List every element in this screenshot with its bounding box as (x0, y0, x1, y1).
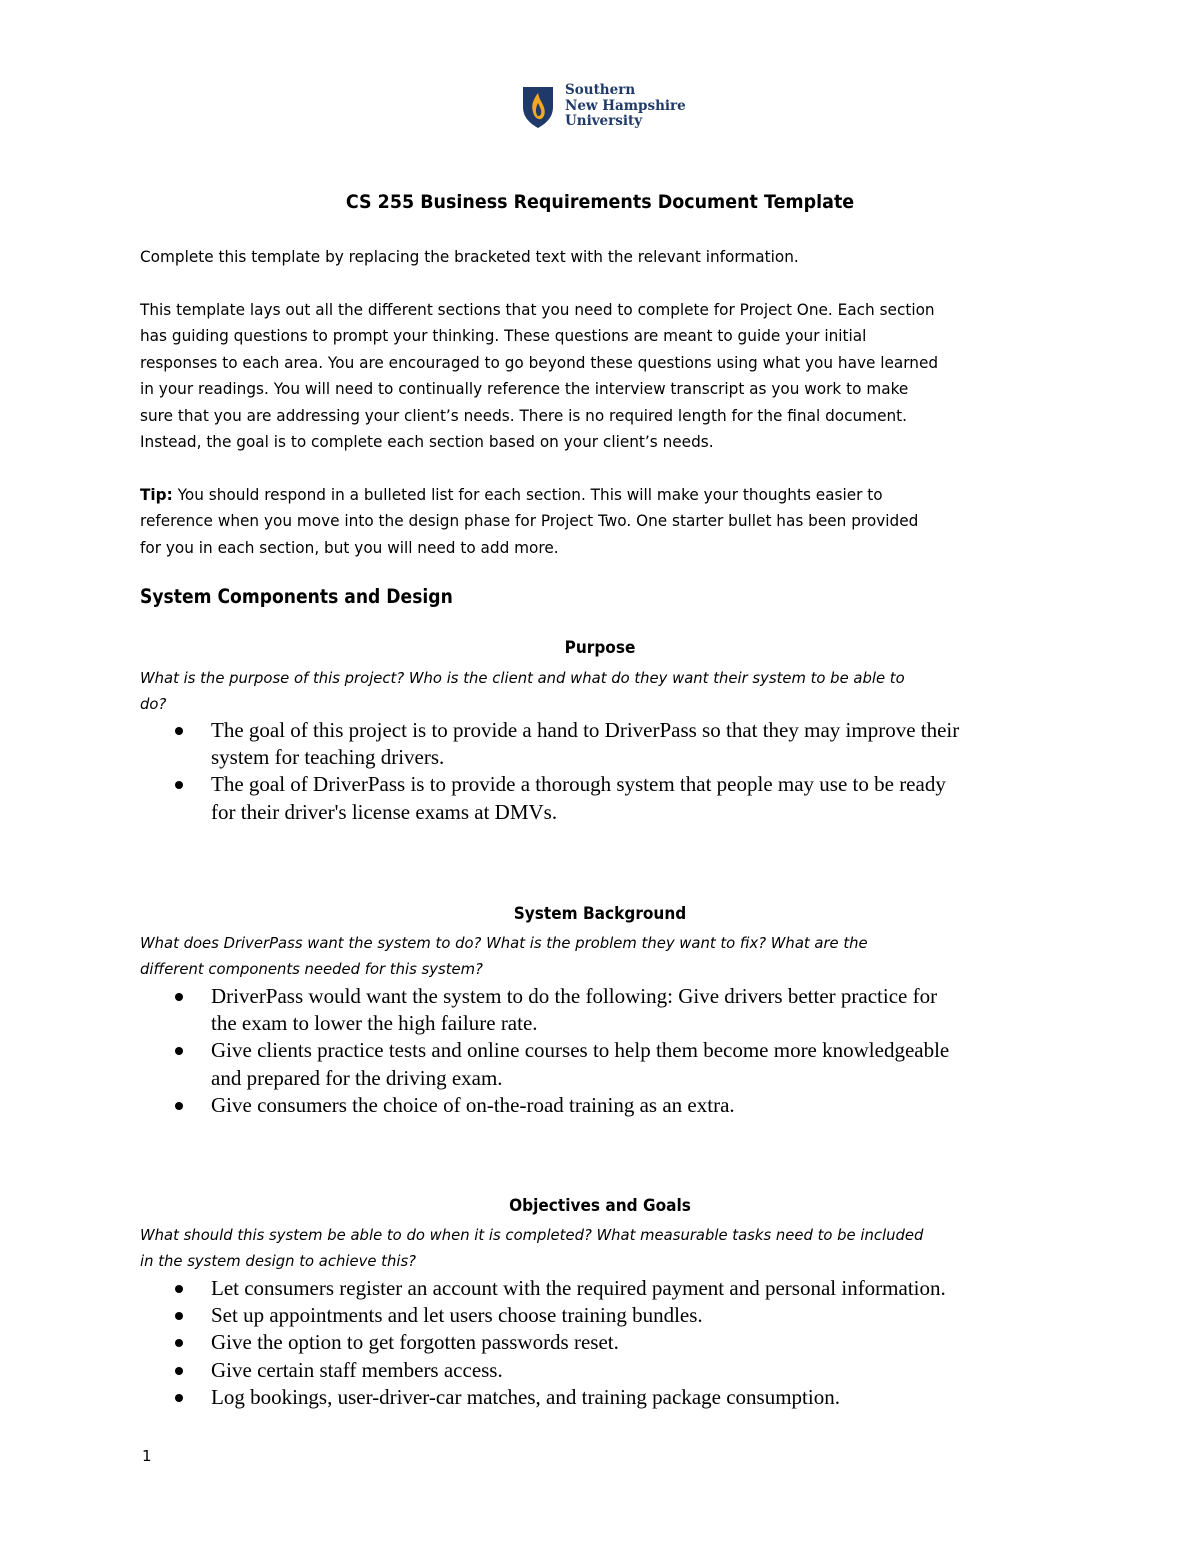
objectives-heading: Objectives and Goals (509, 1196, 691, 1215)
list-item: Log bookings, user-driver-car matches, and training package consumption. (175, 1384, 1055, 1411)
bullet-icon (175, 1285, 183, 1293)
background-heading: System Background (513, 904, 687, 923)
bullet-icon (175, 1339, 183, 1347)
prompt-line: What is the purpose of this project? Who is the client and what do they want their system to be able to (140, 669, 905, 687)
list-item: Set up appointments and let users choose training bundles. (175, 1302, 1055, 1329)
logo-line-2: New Hampshire (565, 97, 686, 114)
bullet-icon (175, 1047, 183, 1055)
list-item: Let consumers register an account with the required payment and personal information. (175, 1275, 1055, 1302)
instructions-line: has guiding questions to prompt your thinking. These questions are meant to guide your initial (140, 326, 867, 346)
prompt-line: What does DriverPass want the system to do? What is the problem they want to fix? What are the (140, 934, 868, 952)
logo-wordmark (565, 83, 686, 130)
tip-text: You should respond in a bulleted list for each section. This will make your thoughts easier to (172, 485, 883, 504)
purpose-heading: Purpose (564, 638, 636, 657)
section-title: System Components and Design (140, 585, 453, 608)
shield-flame-icon (521, 85, 555, 129)
background-bullet-list (175, 983, 1055, 1119)
list-item: The goal of DriverPass is to provide a thorough system that people may use to be ready for their driver's license exams at DMVs. (175, 771, 1055, 825)
list-item: The goal of this project is to provide a hand to DriverPass so that they may improve their system for teaching drivers. (175, 717, 1055, 771)
prompt-line: different components needed for this system? (140, 960, 483, 978)
university-logo (521, 83, 691, 133)
page-number: 1 (142, 1447, 152, 1465)
purpose-bullet-list (175, 717, 1055, 826)
list-item: DriverPass would want the system to do the following: Give drivers better practice for the exam to lower the high failure rate. (175, 983, 1055, 1037)
intro-paragraph (140, 244, 1060, 270)
tip-line: reference when you move into the design phase for Project Two. One starter bullet has been provided (140, 511, 919, 531)
instructions-line: Instead, the goal is to complete each section based on your client’s needs. (140, 432, 714, 452)
list-item: Give clients practice tests and online courses to help them become more knowledgeable and prepared for the driving exam. (175, 1037, 1055, 1091)
list-item: Give consumers the choice of on-the-road training as an extra. (175, 1092, 1055, 1119)
list-item: Give the option to get forgotten passwords reset. (175, 1329, 1055, 1356)
prompt-line: What should this system be able to do when it is completed? What measurable tasks need to be included (140, 1226, 924, 1244)
document-title: CS 255 Business Requirements Document Template (345, 191, 855, 213)
prompt-line: do? (140, 695, 167, 713)
bullet-icon (175, 1367, 183, 1375)
bullet-icon (175, 1394, 183, 1402)
instructions-line: responses to each area. You are encouraged to go beyond these questions using what you have learned (140, 352, 939, 372)
logo-line-1: Southern (565, 82, 636, 98)
instructions-line: sure that you are addressing your client’s needs. There is no required length for the final document. (140, 405, 908, 425)
objectives-bullet-list (175, 1275, 1055, 1411)
tip-paragraph (140, 482, 1060, 561)
objectives-prompt (140, 1222, 1070, 1274)
bullet-icon (175, 727, 183, 735)
prompt-line: in the system design to achieve this? (140, 1252, 417, 1270)
background-prompt (140, 930, 1070, 982)
logo-line-3: University (565, 113, 643, 129)
purpose-prompt (140, 665, 1070, 717)
tip-label: Tip: (140, 485, 173, 504)
instructions-line: This template lays out all the different sections that you need to complete for Project One. Each section (140, 300, 935, 319)
tip-first-line (140, 482, 1019, 508)
instructions-line: in your readings. You will need to continually reference the interview transcript as you work to make (140, 379, 909, 399)
tip-line: for you in each section, but you will need to add more. (140, 537, 559, 557)
bullet-icon (175, 1102, 183, 1110)
bullet-icon (175, 993, 183, 1001)
list-item: Give certain staff members access. (175, 1357, 1055, 1384)
bullet-icon (175, 1312, 183, 1320)
instructions-paragraph (140, 297, 1060, 455)
intro-line: Complete this template by replacing the bracketed text with the relevant information. (140, 247, 799, 266)
bullet-icon (175, 781, 183, 789)
